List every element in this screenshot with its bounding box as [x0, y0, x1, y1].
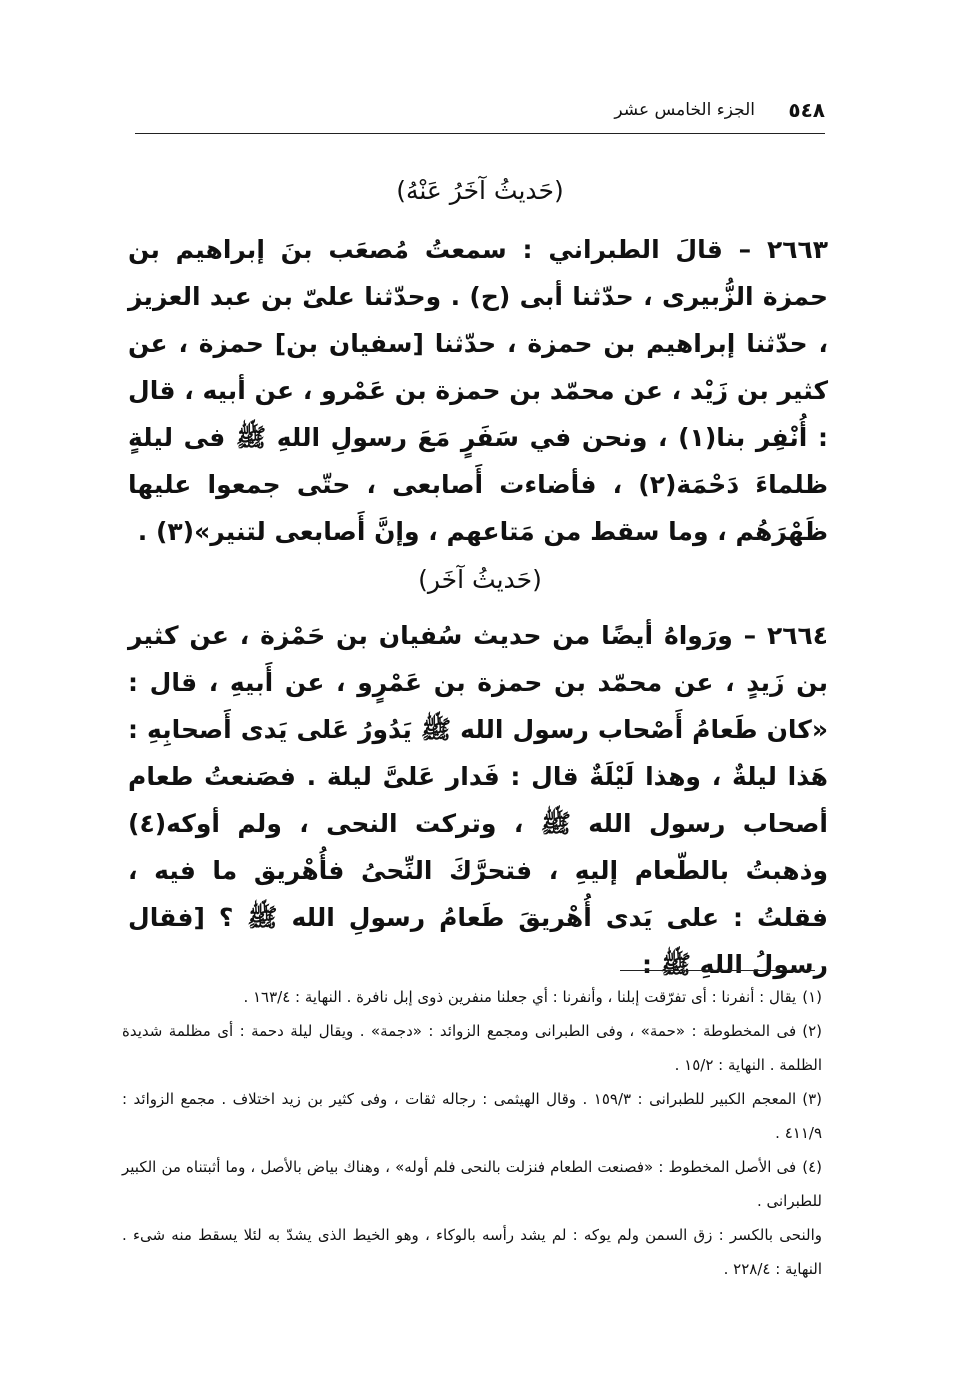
section-heading-1: (حَديثُ آخَرُ عَنْهُ): [396, 176, 564, 205]
footnote: [122, 1082, 822, 1150]
footnotes: [122, 980, 822, 1286]
footnote-text: والنحى بالكسر : زق السمن ولم يوكه : لم يشد رأسه بالوكاء ، وهو الخيط الذى يشدّ به لئلا يسقط منه شىء . النهاية : ٢٢٨/٤ .: [122, 1226, 822, 1278]
footnote-label: (٤): [802, 1158, 822, 1176]
running-title: الجزء الخامس عشر: [614, 100, 755, 120]
footnote-label: (٣): [802, 1090, 822, 1108]
footnote: [122, 1150, 822, 1218]
hadith-number-1: ٢٦٦٣: [766, 235, 828, 264]
footnote-continuation: [122, 1218, 822, 1286]
footnote-text: فى المخطوطة : «حمة» ، وفى الطبرانى ومجمع الزوائد : «دجمة» . ويقال ليلة دحمة : أى مظلمة شديدة الظلمة . النهاية : ١٥/٢ .: [122, 1022, 822, 1074]
footnote: [122, 980, 822, 1014]
footnote-label: (٢): [802, 1022, 822, 1040]
hadith-text-1: – قالَ الطبراني : سمعتُ مُصعَب بنَ إبراهيم بن حمزة الزُّبيرى ، حدّثنا أبى (ح) . وحدّثنا علىّ بن عبد العزيز ، حدّثنا إبراهيم بن حمزة ، حدّثنا [سفيان بن] حمزة ، عن كثير بن زَيْد ، عن محمّد بن حمزة بن عَمْرو ، عن أبيه ، قال : أُنْفِر بنا(١) ، ونحن في سَفَرٍ مَعَ رسولِ اللهِ ﷺ فى ليلةٍ ظلماءَ دَحْمَة(٢) ، فأضاءت أَصابعى ، حتّى جمعوا عليها ظَهْرَهُم ، وما سقط من مَتاعهم ، وإنَّ أَصابعى لتنير»(٣) .: [128, 235, 828, 546]
hadith-paragraph-2: [128, 612, 828, 988]
footnote: [122, 1014, 822, 1082]
header-rule: [135, 133, 825, 134]
section-heading-2: (حَديثُ آخَر): [418, 565, 542, 594]
footnote-label: (١): [802, 988, 822, 1006]
page-header: [135, 96, 825, 128]
hadith-text-2: – ورَواهُ أيضًا من حديث سُفيان بن حَمْزة ، عن كثير بن زَيدٍ ، عن محمّد بن حمزة بن عَمْرٍو ، عن أَبيهِ ، قال : «كان طَعامُ أَصْحاب رسول الله ﷺ يَدُورُ عَلى يَدى أَصحابِهِ : هَذا ليلةٌ ، وهذا لَيْلَةٌ قال : فَدار عَلىَّ ليلة . فصَنعتُ طعام أصحاب رسول الله ﷺ ، وتركت النحى ، ولم أوكه(٤) وذهبتُ بالطّعام إليهِ ، فتحرَّكَ النِّحىُ فأُهْريق ما فيه ، فقلتُ : على يَدى أُهْريقَ طَعامُ رسولِ الله ﷺ ؟ [فقال رسولُ اللهِ ﷺ :: [128, 621, 828, 979]
footnote-text: المعجم الكبير للطبرانى : ١٥٩/٣ . وقال الهيثمى : رجاله ثقات ، وفى كثير بن زيد اختلاف . مجمع الزوائد : ٤١١/٩ .: [122, 1090, 822, 1142]
footnote-rule: [620, 970, 815, 971]
page-number: ٥٤٨: [788, 98, 825, 122]
hadith-paragraph-1: [128, 226, 828, 555]
footnote-text: يقال : أنفرنا : أى تفرّقت إبلنا ، وأنفرنا : أي جعلنا منفرين ذوى إبل نافرة . النهاية : ١٦٣/٤ .: [243, 988, 797, 1006]
footnote-text: فى الأصل المخطوط : «فصنعت الطعام فنزلت بالنحى فلم أوله» ، وهناك بياض بالأصل ، وما أثبتناه من الكبير للطبرانى .: [122, 1158, 822, 1210]
hadith-number-2: ٢٦٦٤: [766, 621, 828, 650]
